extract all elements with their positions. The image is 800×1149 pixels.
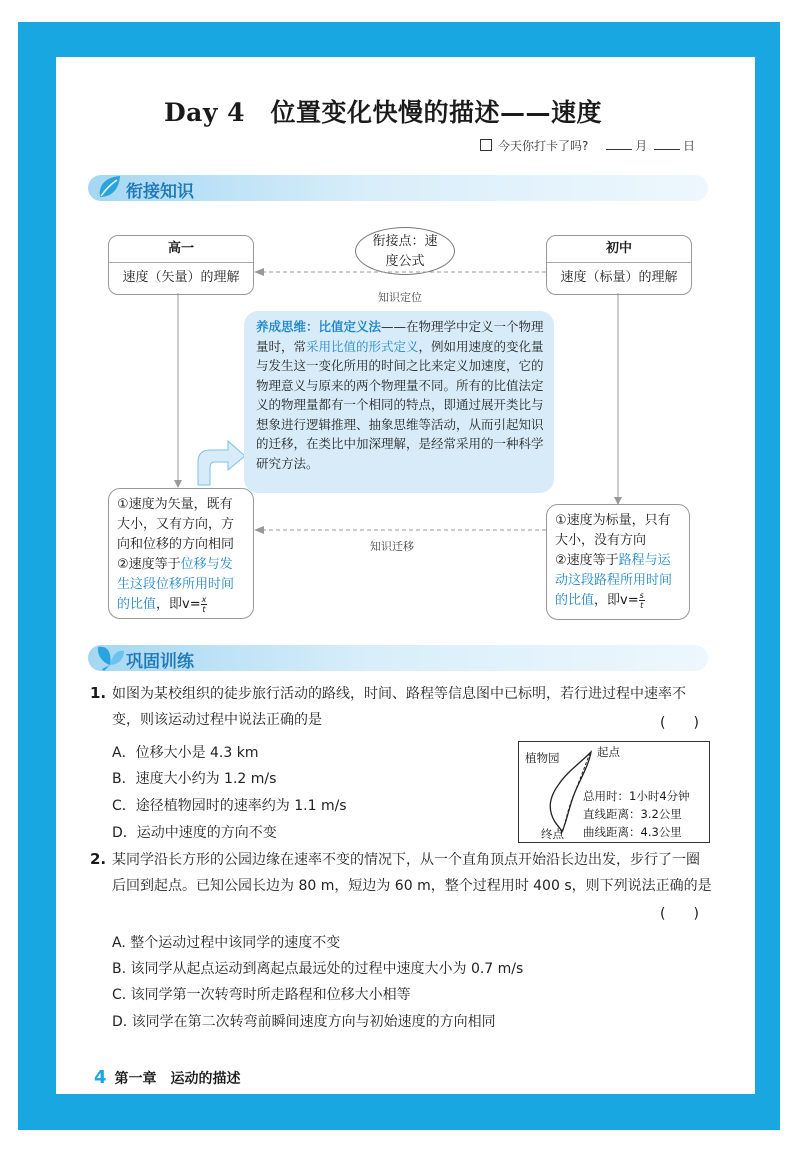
q2-option-d[interactable]: D. 该同学在第二次转弯前瞬间速度方向与初始速度的方向相同 (112, 1014, 496, 1030)
butterfly-icon (94, 643, 126, 673)
q1-option-b[interactable]: B．速度大小约为 1.2 m/s (112, 771, 277, 787)
chapter-title: 第一章 运动的描述 (114, 1071, 241, 1087)
vector-line2-suffix: ，即v= (156, 597, 201, 612)
q2-option-c[interactable]: C. 该同学第一次转弯时所走路程和位移大小相等 (112, 987, 411, 1003)
fraction-x-over-t: $\frac{x}{t}$ (201, 595, 207, 614)
vector-line1: ①速度为矢量，既有大小，又有方向，方向和位移的方向相同 (117, 497, 235, 552)
page-title: Day 4 位置变化快慢的描述——速度 (163, 98, 602, 127)
vector-line2-blue: 位移与发生这段位移所用时间的比值 (117, 557, 235, 612)
scalar-line2-prefix: ②速度等于 (555, 553, 619, 568)
fraction-s-over-t: $\frac{s}{t}$ (639, 591, 644, 610)
thinking-text-2: ，例如用速度的变化量与发生这一变化所用的时间之比来定义加速度，它的物理意义与原来的两个物理量不同。所有的比值法定义的物理量都有一个相同的特点，即通过展开类比与想象进行逻辑推理、抽象思维等活动，从而引起知识的迁移，在类比中加深理解，是经常采用的一种科学研究方法。 (256, 338, 544, 471)
checkin-text: 今天你打卡了吗? (498, 139, 589, 153)
q2-option-a[interactable]: A. 整个运动过程中该同学的速度不变 (112, 935, 341, 951)
vector-speed-box (108, 488, 254, 619)
high-school-head: 高一 (109, 236, 253, 263)
connection-point-line2: 度公式 (385, 254, 425, 269)
middle-school-body: 速度（标量）的理解 (560, 270, 678, 285)
month-label: 月 (635, 139, 648, 153)
fig-straight-label: 直线距离：3.2公里 (583, 807, 682, 821)
arrow-label-positioning: 知识定位 (378, 291, 422, 304)
q1-option-c[interactable]: C．途径植物园时的速率约为 1.1 m/s (112, 798, 347, 814)
section-label: 衔接知识 (126, 182, 194, 202)
high-school-body: 速度（矢量）的理解 (122, 270, 240, 285)
q1-option-d[interactable]: D．运动中速度的方向不变 (112, 825, 277, 841)
thinking-method-box (244, 311, 554, 493)
thinking-highlight: 采用比值的形式定义 (306, 338, 419, 354)
q2-option-b[interactable]: B. 该同学从起点运动到离起点最远处的过程中速度大小为 0.7 m/s (112, 961, 524, 977)
page-number: 4 (94, 1067, 107, 1088)
scalar-speed-box (546, 504, 690, 620)
page-frame-bottom (18, 1094, 780, 1130)
question-2-number: 2. (90, 850, 107, 868)
question-2-answer-blank[interactable]: ( ) (660, 906, 699, 922)
fig-start-label: 起点 (597, 745, 620, 759)
route-figure (518, 741, 710, 843)
scalar-line2-blue: 路程与运动这段路程所用时间的比值 (555, 553, 673, 608)
page-footer (94, 1067, 241, 1088)
middle-school-head: 初中 (547, 236, 691, 263)
q1-option-a[interactable]: A．位移大小是 4.3 km (112, 745, 259, 761)
vector-line2-prefix: ②速度等于 (117, 557, 181, 572)
day-label: 日 (683, 139, 696, 153)
scalar-line1: ①速度为标量，只有大小，没有方向 (555, 513, 671, 548)
fig-curve-label: 曲线距离：4.3公里 (583, 825, 682, 839)
connection-point-line1: 衔接点：速 (372, 234, 438, 249)
scalar-line2-suffix: ，即v= (594, 593, 639, 608)
section-header-practice (88, 645, 708, 671)
question-2-text: 某同学沿长方形的公园边缘在速率不变的情况下，从一个直角顶点开始沿长边出发，步行了一圈后回到起点。已知公园长边为 80 m，短边为 60 m，整个过程用时 400 s，则下列说法正确的是 (112, 852, 712, 894)
arrow-label-transfer: 知识迁移 (370, 540, 414, 553)
section-label: 巩固训练 (126, 652, 194, 672)
thinking-title: 养成思维：比值定义法 (256, 319, 382, 334)
fig-time-label: 总用时：1小时4分钟 (583, 789, 690, 803)
question-1-number: 1. (90, 684, 107, 702)
question-1-text: 如图为某校组织的徒步旅行活动的路线，时间、路程等信息图中已标明，若行进过程中速率不变，则该运动过程中说法正确的是 (112, 686, 686, 728)
fig-garden-label: 植物园 (525, 751, 560, 765)
question-1-answer-blank[interactable]: ( ) (660, 715, 699, 731)
fig-end-label: 终点 (541, 827, 564, 841)
thinking-text-1: ——在物理学中定义一个物理量时，常 (256, 319, 544, 354)
